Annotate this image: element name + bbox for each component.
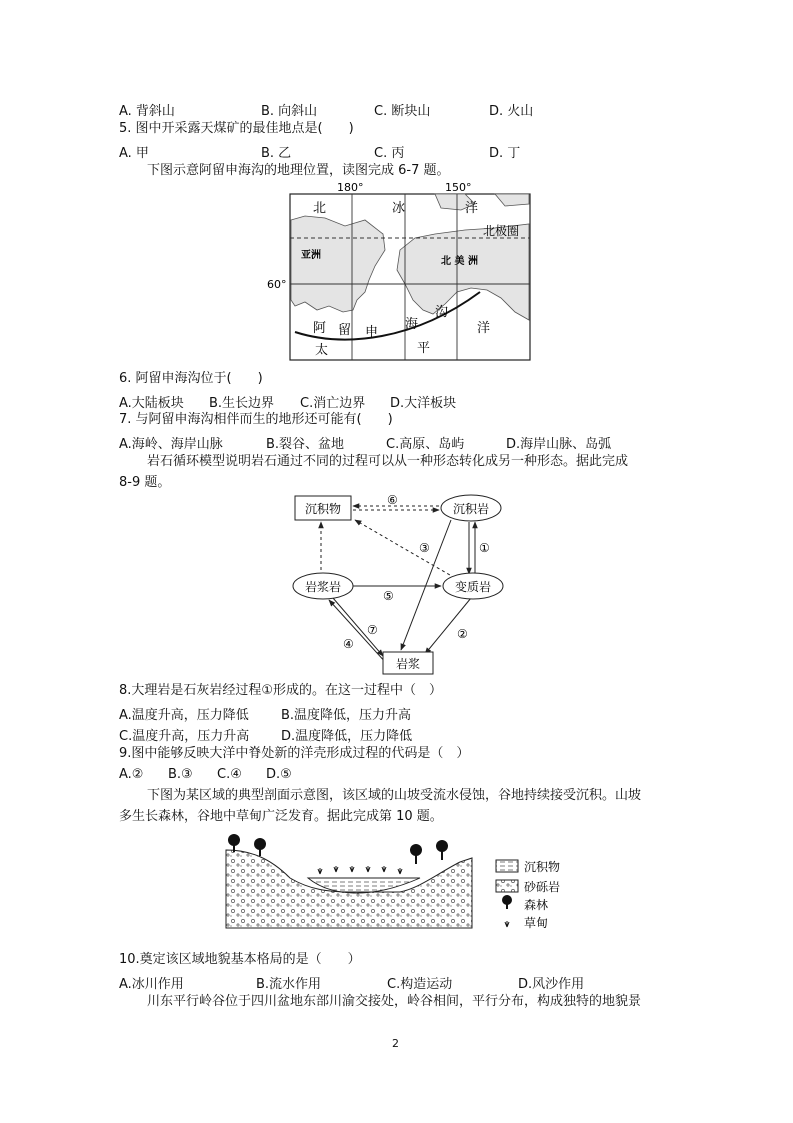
legend-forest-icon: [502, 895, 512, 909]
q6-option-a: A.大陆板块: [119, 396, 184, 411]
q7-option-c: C.高原、岛屿: [386, 437, 465, 452]
label-7: ⑦: [367, 623, 378, 637]
trench-char-5: 沟: [435, 305, 449, 320]
metamorphic-label: 变质岩: [454, 580, 492, 594]
legend-meadow-label: 草甸: [524, 916, 549, 930]
arrow-4: [329, 600, 387, 664]
legend-sediment-swatch: [496, 860, 518, 872]
label-5: ⑤: [383, 589, 394, 603]
legend-gravel-swatch: [496, 880, 518, 892]
q4-option-d: D. 火山: [489, 104, 534, 119]
igneous-label: 岩浆岩: [304, 580, 342, 594]
q8-option-b: B.温度降低，压力升高: [281, 708, 412, 723]
lon-180-label: 180°: [337, 181, 364, 194]
pacific-char-2: 平: [417, 341, 431, 356]
intro-10-line1: 下图为某区域的典型剖面示意图，该区域的山坡受流水侵蚀，谷地持续接受沉积。山坡: [147, 788, 642, 803]
q5-stem: 5. 图中开采露天煤矿的最佳地点是( ): [119, 121, 354, 136]
label-4: ④: [343, 637, 354, 651]
valley-profile-diagram: [220, 828, 590, 938]
q9-option-d: D.⑤: [266, 767, 292, 782]
intro-8-9-line1: 岩石循环模型说明岩石通过不同的过程可以从一种形态转化成另一种形态。据此完成: [147, 454, 629, 469]
arrow-2: [425, 598, 471, 654]
label-6: ⑥: [387, 493, 398, 507]
q6-option-b: B.生长边界: [209, 396, 275, 411]
lat-60-label: 60°: [267, 278, 287, 291]
intro-8-9-line2: 8-9 题。: [119, 475, 171, 490]
sedimentary-label: 沉积岩: [452, 502, 490, 516]
rock-cycle-diagram: [283, 490, 508, 678]
q8-option-c: C.温度升高，压力升高: [119, 729, 250, 744]
q10-stem: 10.奠定该区域地貌基本格局的是（ ）: [119, 952, 361, 967]
pacific-char-1: 太: [315, 343, 329, 358]
q9-option-c: C.④: [217, 767, 242, 782]
ocean-north-3: 洋: [465, 201, 479, 216]
legend-meadow-icon: [505, 921, 509, 927]
q4-option-b: B. 向斜山: [261, 104, 318, 119]
q10-option-b: B.流水作用: [256, 977, 322, 992]
trench-char-3: 申: [365, 325, 379, 340]
q9-option-a: A.②: [119, 767, 144, 782]
sediment-label: 沉积物: [304, 502, 342, 516]
legend-gravel-label: 砂砾岩: [524, 880, 561, 894]
trench-char-4: 海: [405, 317, 419, 332]
q9-option-b: B.③: [168, 767, 193, 782]
meadow-grass: [318, 866, 402, 874]
label-2: ②: [457, 627, 468, 641]
forest-right: [410, 840, 448, 864]
legend-sediment-label: 沉积物: [524, 860, 561, 874]
page-number: 2: [392, 1037, 399, 1050]
intro-6-7: 下图示意阿留申海沟的地理位置，读图完成 6-7 题。: [147, 163, 450, 178]
aleutian-trench-map: [265, 180, 535, 365]
q7-stem: 7. 与阿留申海沟相伴而生的地形还可能有( ): [119, 412, 393, 427]
q7-option-d: D.海岸山脉、岛弧: [506, 437, 612, 452]
q5-option-b: B. 乙: [261, 146, 292, 161]
legend-forest-label: 森林: [524, 898, 549, 912]
magma-label: 岩浆: [395, 657, 421, 671]
q7-option-a: A.海岭、海岸山脉: [119, 437, 223, 452]
q5-option-c: C. 丙: [374, 146, 405, 161]
q4-option-a: A. 背斜山: [119, 104, 175, 119]
q6-stem: 6. 阿留申海沟位于( ): [119, 371, 263, 386]
q6-option-d: D.大洋板块: [390, 396, 457, 411]
pacific-char-3: 洋: [477, 321, 491, 336]
label-1: ①: [479, 541, 490, 555]
q5-option-a: A. 甲: [119, 146, 149, 161]
q6-option-c: C.消亡边界: [300, 396, 366, 411]
q8-option-d: D.温度降低，压力降低: [281, 729, 413, 744]
asia-label: 亚洲: [301, 250, 321, 261]
lon-150-label: 150°: [445, 181, 472, 194]
tail-paragraph: 川东平行岭谷位于四川盆地东部川渝交接处，岭谷相间，平行分布，构成独特的地貌景: [147, 994, 642, 1009]
q5-option-d: D. 丁: [489, 146, 521, 161]
trench-char-2: 留: [338, 323, 352, 338]
q4-option-c: C. 断块山: [374, 104, 431, 119]
q10-option-d: D.风沙作用: [518, 977, 585, 992]
q10-option-c: C.构造运动: [387, 977, 453, 992]
q10-option-a: A.冰川作用: [119, 977, 184, 992]
ocean-north-2: 冰: [392, 201, 406, 216]
ocean-north-1: 北: [313, 201, 327, 216]
trench-char-1: 阿: [313, 321, 327, 336]
q9-stem: 9.图中能够反映大洋中脊处新的洋壳形成过程的代码是（ ）: [119, 746, 470, 761]
q8-stem: 8.大理岩是石灰岩经过程①形成的。在这一过程中（ ）: [119, 683, 443, 698]
arctic-circle-label: 北极圈: [483, 224, 520, 238]
north-america-label: 北 美 洲: [441, 256, 478, 267]
q8-option-a: A.温度升高，压力降低: [119, 708, 249, 723]
label-3: ③: [419, 541, 430, 555]
intro-10-line2: 多生长森林，谷地中草甸广泛发育。据此完成第 10 题。: [119, 809, 443, 824]
q7-option-b: B.裂谷、盆地: [266, 437, 345, 452]
